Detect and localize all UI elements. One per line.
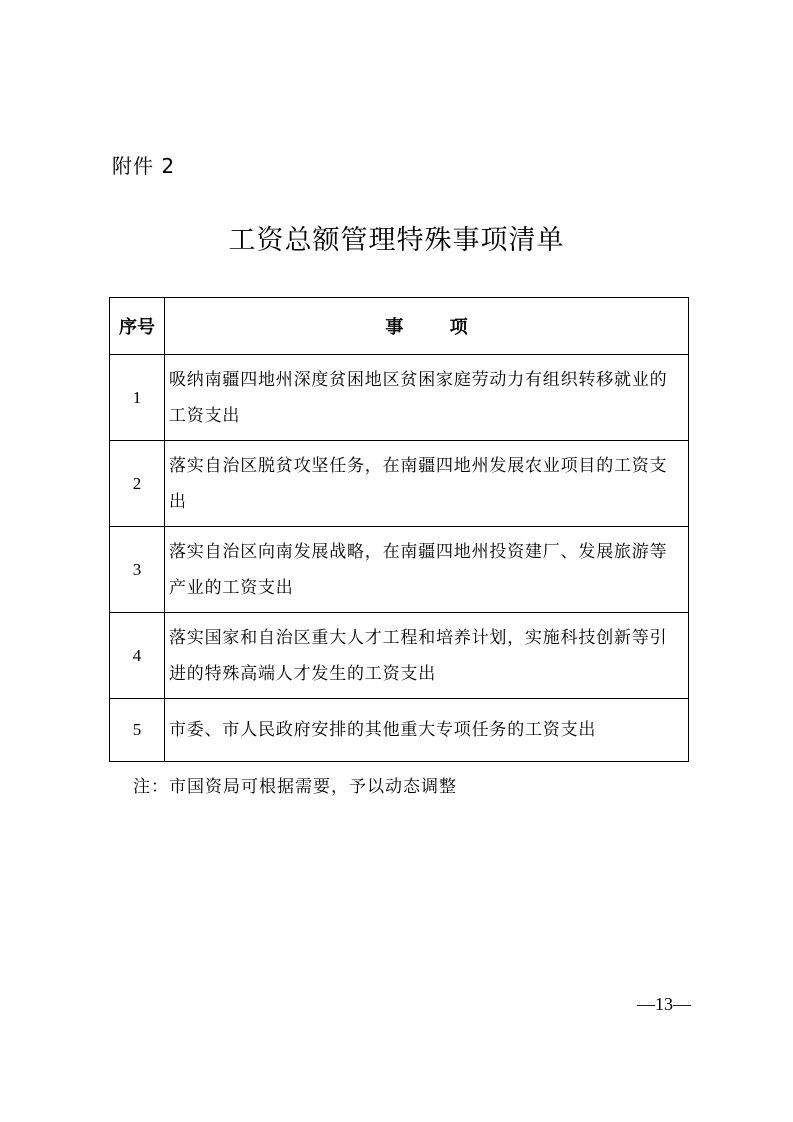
table-row [110, 441, 689, 527]
row-description: 市委、市人民政府安排的其他重大专项任务的工资支出 [165, 699, 689, 762]
row-number: 3 [110, 527, 165, 613]
row-description: 落实自治区向南发展战略，在南疆四地州投资建厂、发展旅游等产业的工资支出 [165, 527, 689, 613]
page-number: —13— [637, 994, 691, 1014]
header-item: 事 项 [165, 298, 689, 355]
row-number: 2 [110, 441, 165, 527]
row-description: 吸纳南疆四地州深度贫困地区贫困家庭劳动力有组织转移就业的工资支出 [165, 355, 689, 441]
table-header-row [110, 298, 689, 355]
table-row [110, 613, 689, 699]
row-number: 5 [110, 699, 165, 762]
row-description: 落实国家和自治区重大人才工程和培养计划，实施科技创新等引进的特殊高端人才发生的工资支出 [165, 613, 689, 699]
row-description: 落实自治区脱贫攻坚任务，在南疆四地州发展农业项目的工资支出 [165, 441, 689, 527]
table-row [110, 699, 689, 762]
header-number: 序号 [110, 298, 165, 355]
table-note: 注：市国资局可根据需要，予以动态调整 [133, 777, 457, 797]
attachment-label: 附件 2 [112, 154, 176, 178]
special-items-table [109, 297, 689, 762]
table-row [110, 355, 689, 441]
document-title: 工资总额管理特殊事项清单 [228, 225, 565, 256]
table-row [110, 527, 689, 613]
row-number: 4 [110, 613, 165, 699]
row-number: 1 [110, 355, 165, 441]
